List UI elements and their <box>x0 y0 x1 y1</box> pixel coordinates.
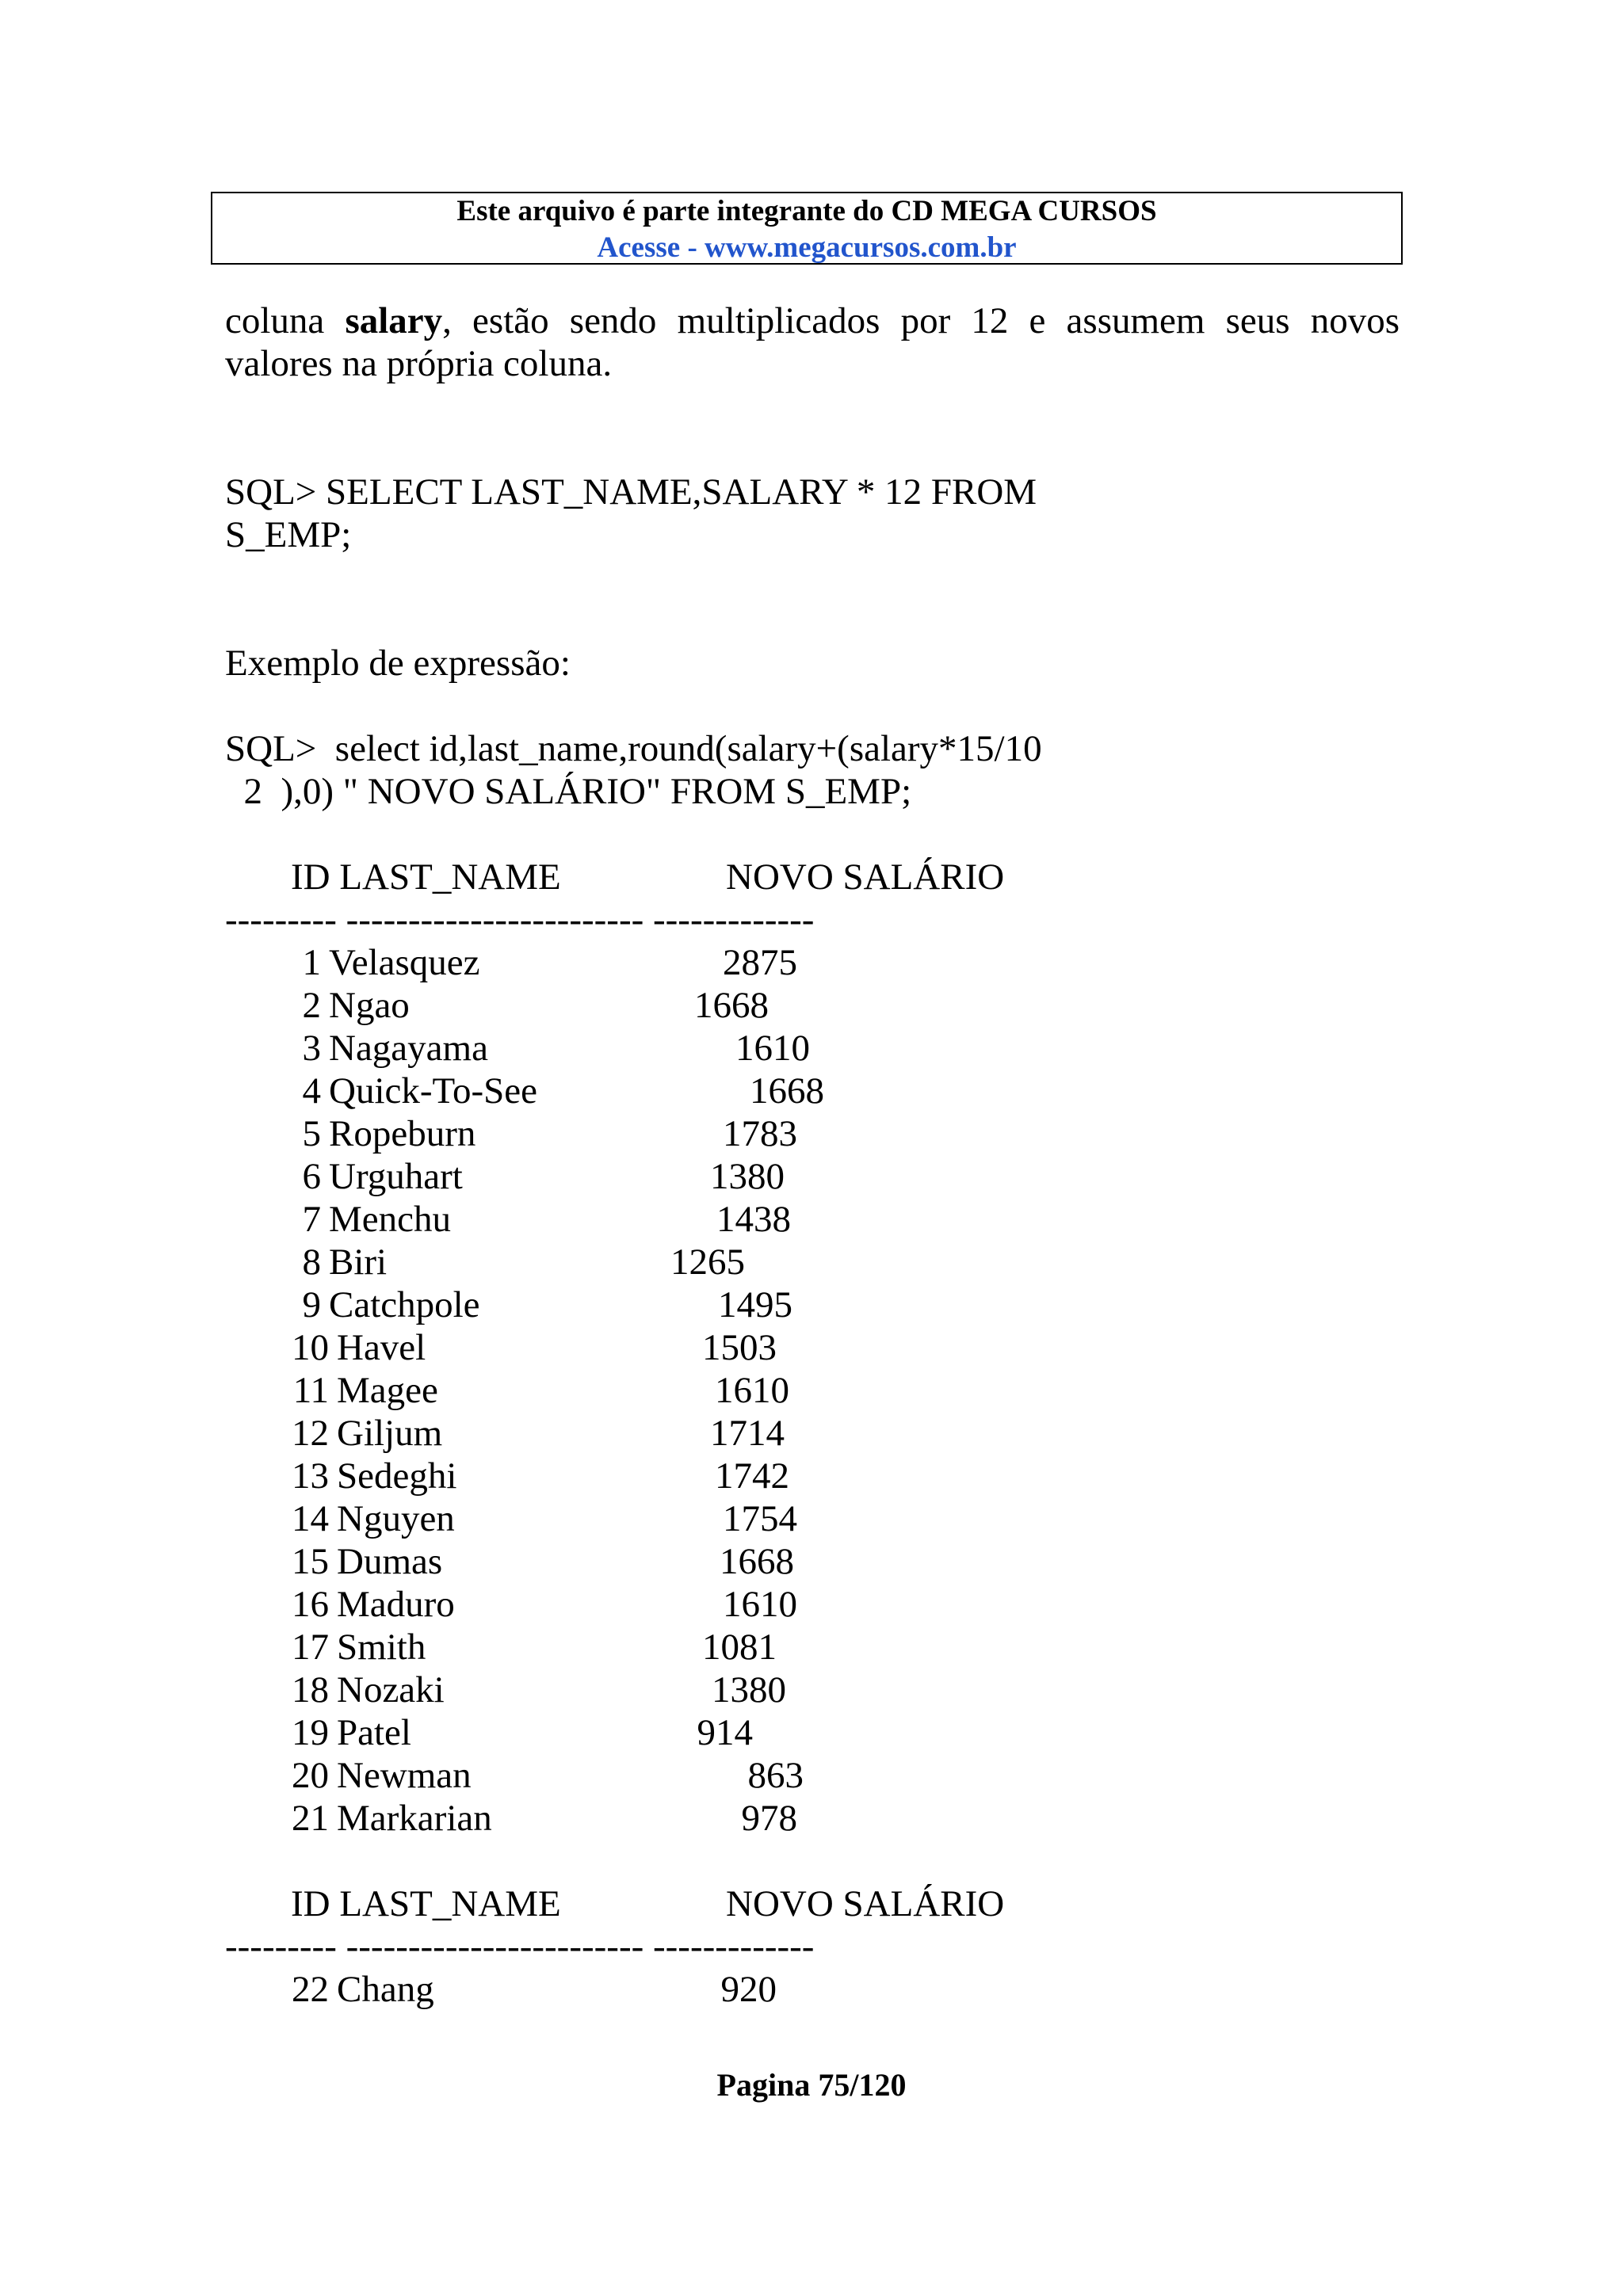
intro-paragraph <box>225 299 1400 385</box>
table-row <box>0 1455 1623 1497</box>
row-salary: 1668 <box>720 1541 794 1582</box>
row-last-name: Menchu <box>329 1199 452 1240</box>
table-header2-salary: NOVO SALÁRIO <box>726 1883 1005 1924</box>
row-id: 12 <box>292 1413 329 1454</box>
table-header-cols: ID LAST_NAME <box>291 856 561 898</box>
row-salary: 1610 <box>715 1370 789 1411</box>
row-id: 14 <box>292 1498 329 1539</box>
row-id: 22 <box>292 1969 329 2010</box>
sql1-line-2: S_EMP; <box>225 514 352 555</box>
table-row <box>0 1711 1623 1754</box>
table-row <box>0 1754 1623 1797</box>
row-salary: 1668 <box>750 1070 824 1112</box>
header-title: Este arquivo é parte integrante do CD MEGA CURSOS <box>456 195 1157 227</box>
row-salary: 2875 <box>723 942 797 983</box>
row-last-name: Ngao <box>329 985 410 1026</box>
row-salary: 1495 <box>718 1284 792 1325</box>
table-header-salary: NOVO SALÁRIO <box>726 856 1005 898</box>
row-salary: 863 <box>747 1755 804 1796</box>
row-id: 16 <box>292 1584 329 1625</box>
row-id: 2 <box>302 985 321 1026</box>
sql2-line-2: 2 ),0) " NOVO SALÁRIO" FROM S_EMP; <box>225 771 912 812</box>
row-id: 21 <box>292 1798 329 1839</box>
row-salary: 1438 <box>716 1199 791 1240</box>
row-last-name: Sedeghi <box>337 1455 457 1497</box>
row-last-name: Smith <box>337 1627 426 1668</box>
row-id: 6 <box>302 1156 321 1197</box>
header-link[interactable]: Acesse - www.megacursos.com.br <box>597 231 1017 264</box>
row-salary: 1380 <box>710 1156 785 1197</box>
table-row <box>0 1626 1623 1669</box>
table-row <box>0 1155 1623 1198</box>
header-box <box>211 192 1403 265</box>
row-last-name: Velasquez <box>329 942 480 983</box>
row-salary: 1380 <box>712 1669 786 1711</box>
row-last-name: Biri <box>329 1241 388 1283</box>
row-last-name: Ropeburn <box>329 1113 476 1154</box>
row-id: 17 <box>292 1627 329 1668</box>
row-salary: 1610 <box>723 1584 797 1625</box>
row-last-name: Newman <box>337 1755 472 1796</box>
row-salary: 920 <box>720 1969 777 2010</box>
row-id: 1 <box>302 942 321 983</box>
row-salary: 1754 <box>723 1498 797 1539</box>
row-last-name: Nozaki <box>337 1669 445 1711</box>
row-id: 10 <box>292 1327 329 1368</box>
row-salary: 1610 <box>735 1028 810 1069</box>
row-id: 7 <box>302 1199 321 1240</box>
table-separator: --------- ------------------------ ------------- <box>225 899 815 940</box>
row-id: 4 <box>302 1070 321 1112</box>
row-id: 20 <box>292 1755 329 1796</box>
row-last-name: Maduro <box>337 1584 455 1625</box>
sql1-line-1: SQL> SELECT LAST_NAME,SALARY * 12 FROM <box>225 471 1037 513</box>
row-last-name: Dumas <box>337 1541 443 1582</box>
row-salary: 978 <box>741 1798 797 1839</box>
row-last-name: Urguhart <box>329 1156 463 1197</box>
row-last-name: Chang <box>337 1969 434 2010</box>
table-row <box>0 1797 1623 1840</box>
row-last-name: Nagayama <box>329 1028 488 1069</box>
table-row <box>0 1070 1623 1112</box>
row-salary: 914 <box>697 1712 753 1753</box>
table-separator-2: --------- ------------------------ ------------- <box>225 1926 815 1967</box>
intro-line-1: coluna salary, estão sendo multiplicados por 12 e assumem seus novos <box>225 300 1400 341</box>
table-row <box>0 1540 1623 1583</box>
table-row <box>0 1112 1623 1155</box>
row-last-name: Nguyen <box>337 1498 455 1539</box>
table-row <box>0 941 1623 984</box>
row-id: 3 <box>302 1028 321 1069</box>
table-row <box>0 984 1623 1027</box>
table-row <box>0 1326 1623 1369</box>
row-salary: 1265 <box>670 1241 745 1283</box>
row-salary: 1742 <box>715 1455 789 1497</box>
sql2-line-1: SQL> select id,last_name,round(salary+(salary*15/10 <box>225 728 1042 769</box>
intro-line-2: valores na própria coluna. <box>225 343 613 384</box>
table-row <box>0 1241 1623 1283</box>
row-id: 15 <box>292 1541 329 1582</box>
row-salary: 1668 <box>694 985 769 1026</box>
row-last-name: Markarian <box>337 1798 492 1839</box>
page-number: Pagina 75/120 <box>716 2067 907 2103</box>
table-row <box>0 1669 1623 1711</box>
row-last-name: Quick-To-See <box>329 1070 537 1112</box>
row-last-name: Giljum <box>337 1413 443 1454</box>
table-row <box>0 1497 1623 1540</box>
row-id: 19 <box>292 1712 329 1753</box>
row-id: 8 <box>302 1241 321 1283</box>
row-last-name: Catchpole <box>329 1284 480 1325</box>
row-salary: 1783 <box>723 1113 797 1154</box>
intro-bold-word: salary <box>345 300 443 341</box>
table-row <box>0 1027 1623 1070</box>
table-row <box>0 1198 1623 1241</box>
table-row <box>0 1412 1623 1455</box>
row-salary: 1714 <box>710 1413 785 1454</box>
table-row <box>0 1283 1623 1326</box>
row-id: 13 <box>292 1455 329 1497</box>
row-last-name: Magee <box>337 1370 438 1411</box>
row-salary: 1503 <box>702 1327 777 1368</box>
row-id: 18 <box>292 1669 329 1711</box>
row-salary: 1081 <box>702 1627 777 1668</box>
row-id: 11 <box>292 1370 329 1411</box>
table-row <box>0 1583 1623 1626</box>
row-id: 5 <box>302 1113 321 1154</box>
table-row <box>0 1369 1623 1412</box>
row-id: 9 <box>302 1284 321 1325</box>
row-last-name: Havel <box>337 1327 426 1368</box>
table-row <box>0 1968 1623 2011</box>
table-header2-cols: ID LAST_NAME <box>291 1883 561 1924</box>
example-label: Exemplo de expressão: <box>225 643 571 684</box>
row-last-name: Patel <box>337 1712 411 1753</box>
